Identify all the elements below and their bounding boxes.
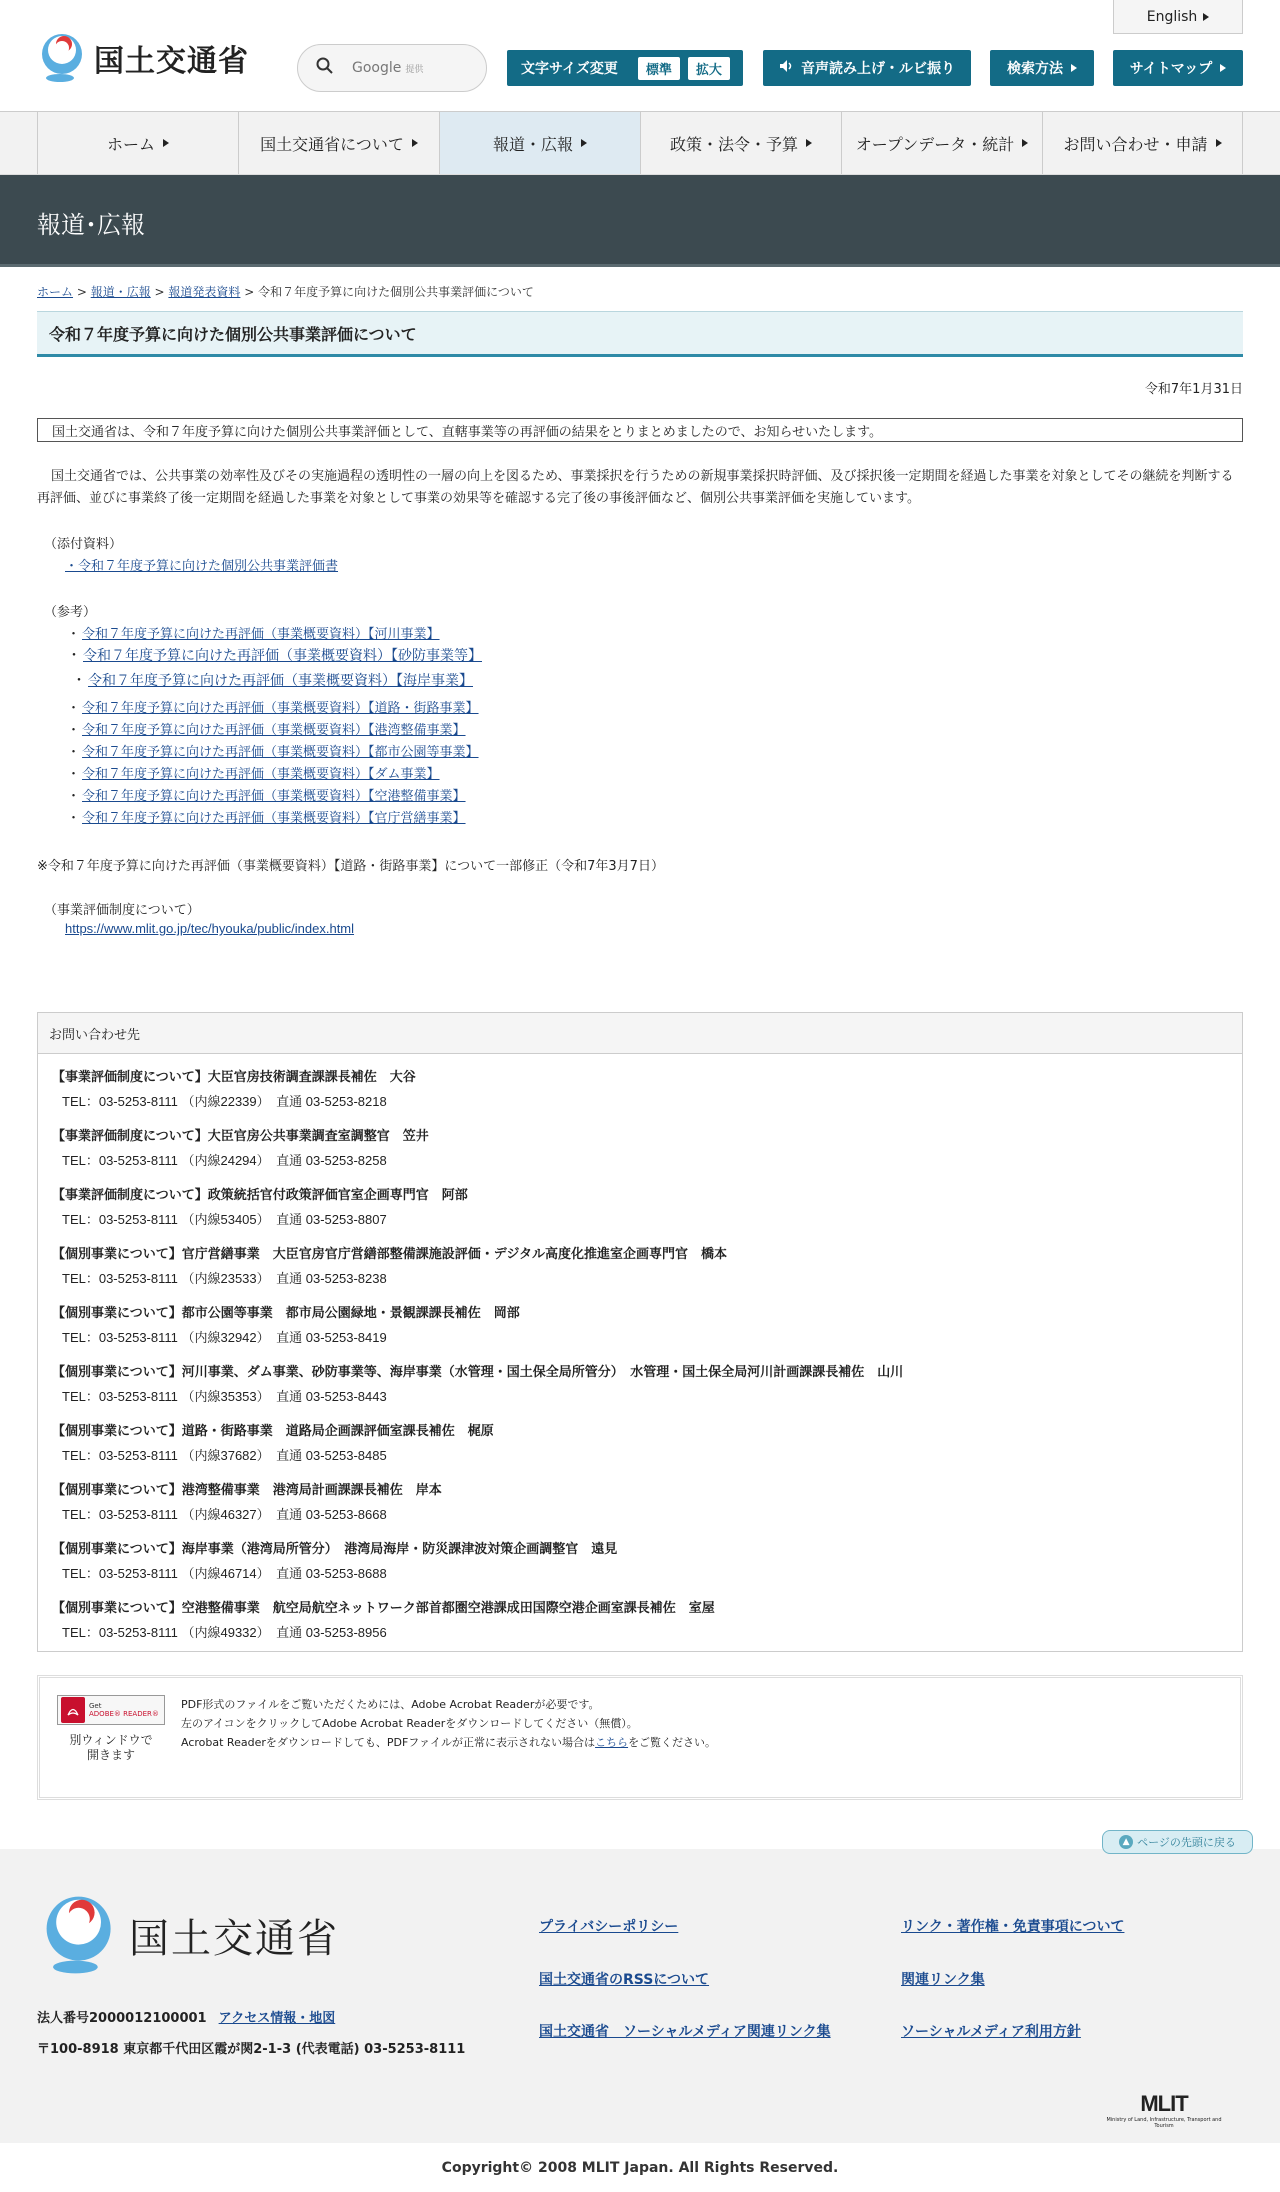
breadcrumb-separator: > — [150, 285, 169, 299]
contact-tel: TEL：03-5253-8111 （内線37682） 直通 03-5253-8485 — [62, 1448, 387, 1463]
bullet: ・ — [67, 789, 81, 804]
contact-entry — [52, 1243, 727, 1287]
mlit-emblem-icon — [37, 1893, 117, 1977]
contact-entry — [52, 1302, 520, 1346]
reference-item — [67, 785, 466, 804]
search-help-label: 検索方法 — [1007, 61, 1063, 77]
body-paragraph: 国土交通省では、公共事業の効率性及びその実施過程の透明性の一層の向上を図るため、事業採択を行うための新規事業採択時評価、及び採択後一定期間を経過した事業を対象としてその継続を判断する再評価、並びに事業終了後一定期間を経過した事業を対象として事業の効果等を確認する完了後の事後評価など、個別公共事業評価を実施しています。 — [37, 469, 1234, 506]
contact-title: 【個別事業について】河川事業、ダム事業、砂防事業等、海岸事業（水管理・国土保全局所管分） 水管理・国土保全局河川計画課課長補佐 山川 — [52, 1365, 904, 1380]
reference-item — [67, 623, 440, 642]
page-top-label: ページの先頭に戻る — [1137, 1836, 1236, 1849]
search-input[interactable] — [297, 44, 487, 92]
footer-logo[interactable] — [37, 1893, 339, 1977]
contact-tel: TEL：03-5253-8111 （内線24294） 直通 03-5253-8258 — [62, 1153, 387, 1168]
breadcrumb-separator: > — [73, 285, 91, 299]
triangle-right-icon — [1071, 64, 1077, 72]
evaluation-label: （事業評価制度について） — [44, 903, 200, 918]
nav-item-about[interactable] — [238, 112, 439, 174]
contact-tel: TEL：03-5253-8111 （内線22339） 直通 03-5253-8218 — [62, 1094, 387, 1109]
breadcrumb-releases[interactable]: 報道発表資料 — [168, 285, 241, 299]
bullet: ・ — [67, 745, 81, 760]
reference-link-port[interactable]: 令和７年度予算に向けた再評価（事業概要資料）【港湾整備事業】 — [82, 723, 466, 738]
breadcrumb-press[interactable]: 報道・広報 — [90, 285, 151, 299]
triangle-right-icon — [581, 139, 587, 147]
nav-item-label: 報道・広報 — [492, 134, 573, 154]
summary-box: 国土交通省は、令和７年度予算に向けた個別公共事業評価として、直轄事業等の再評価の結果をとりまとめましたので、お知らせいたします。 — [37, 418, 1243, 442]
bullet: ・ — [67, 627, 81, 642]
contact-entry — [52, 1361, 903, 1405]
pdf-notice-line-post: をご覧ください。 — [628, 1736, 717, 1749]
pdf-notice-line-pre: Acrobat Readerをダウンロードしても、PDFファイルが正常に表示されない場合は — [181, 1736, 596, 1749]
privacy-policy-link[interactable]: プライバシーポリシー — [539, 1919, 679, 1935]
bullet: ・ — [67, 648, 81, 664]
bullet: ・ — [67, 767, 81, 782]
site-footer — [0, 1849, 1280, 2143]
nav-item-contact[interactable] — [1042, 112, 1243, 174]
nav-item-opendata[interactable] — [841, 112, 1042, 174]
contact-entry — [52, 1597, 715, 1641]
contact-tel: TEL：03-5253-8111 （内線53405） 直通 03-5253-8807 — [62, 1212, 387, 1227]
corporate-number-text: 法人番号2000012100001 — [37, 2011, 207, 2026]
logo-text: 国土交通省 — [94, 44, 249, 79]
reference-item — [67, 741, 479, 760]
pdf-notice — [37, 1675, 1243, 1800]
english-label: English — [1146, 8, 1198, 25]
reference-link-road[interactable]: 令和７年度予算に向けた再評価（事業概要資料）【道路・街路事業】 — [82, 701, 479, 716]
search-brand-suffix: 提供 — [405, 64, 424, 75]
reference-link-dam[interactable]: 令和７年度予算に向けた再評価（事業概要資料）【ダム事業】 — [82, 767, 440, 782]
triangle-right-icon — [806, 139, 812, 147]
font-size-large-button[interactable]: 拡大 — [688, 57, 730, 80]
sitemap-label: サイトマップ — [1129, 61, 1213, 77]
new-window-note: 別ウィンドウで 開きます — [69, 1733, 153, 1762]
triangle-right-icon — [163, 139, 169, 147]
rss-link[interactable]: 国土交通省のRSSについて — [539, 1972, 710, 1988]
copyright: Copyright© 2008 MLIT Japan. All Rights Reserved. — [0, 2144, 1280, 2192]
contact-title: 【個別事業について】道路・街路事業 道路局企画課評価室課長補佐 梶原 — [52, 1424, 494, 1439]
page-top-button[interactable] — [1102, 1830, 1253, 1854]
contact-entry — [52, 1538, 617, 1582]
footer-logo-text: 国土交通省 — [129, 1915, 339, 1962]
contact-title: 【事業評価制度について】大臣官房技術調査課課長補佐 大谷 — [52, 1070, 416, 1085]
english-button[interactable] — [1113, 0, 1243, 34]
site-header — [0, 0, 1280, 112]
speech-label: 音声読み上げ・ルビ振り — [801, 61, 955, 77]
get-adobe-reader-button[interactable] — [57, 1695, 165, 1725]
contact-entry — [52, 1420, 494, 1464]
contact-title: 【個別事業について】港湾整備事業 港湾局計画課課長補佐 岸本 — [52, 1483, 442, 1498]
bullet: ・ — [72, 673, 86, 689]
bullet: ・ — [67, 811, 81, 826]
pdf-notice-text — [181, 1695, 716, 1752]
reference-item — [67, 763, 440, 782]
link-copyright-link[interactable]: リンク・著作権・免責事項について — [901, 1919, 1125, 1935]
mlit-wordmark — [1100, 2091, 1228, 2129]
contact-title: 【個別事業について】空港整備事業 航空局航空ネットワーク部首都圏空港課成田国際空港企画室課長補佐 室屋 — [52, 1601, 715, 1616]
publish-date: 令和7年1月31日 — [1144, 382, 1243, 397]
contact-title: 【個別事業について】海岸事業（港湾局所管分） 港湾局海岸・防災課津波対策企画調整官 遠見 — [52, 1542, 618, 1557]
reference-link-sabo[interactable]: 令和７年度予算に向けた再評価（事業概要資料）【砂防事業等】 — [83, 648, 482, 664]
pdf-notice-line: PDF形式のファイルをご覧いただくためには、Adobe Acrobat Readerが必要です。 — [181, 1698, 600, 1711]
nav-item-label: オープンデータ・統計 — [855, 134, 1015, 154]
nav-item-label: お問い合わせ・申請 — [1063, 134, 1208, 154]
attachment-link-evaluation[interactable]: ・令和７年度予算に向けた個別公共事業評価書 — [65, 559, 339, 574]
adobe-badge-line2: ADOBE® READER® — [89, 1710, 159, 1718]
reference-link-airport[interactable]: 令和７年度予算に向けた再評価（事業概要資料）【空港整備事業】 — [82, 789, 466, 804]
font-size-control — [507, 50, 743, 86]
contact-tel: TEL：03-5253-8111 （内線46327） 直通 03-5253-8668 — [62, 1507, 387, 1522]
nav-item-policy[interactable] — [640, 112, 841, 174]
bullet: ・ — [67, 701, 81, 716]
reference-link-building[interactable]: 令和７年度予算に向けた再評価（事業概要資料）【官庁営繕事業】 — [82, 811, 466, 826]
contact-title: 【個別事業について】官庁営繕事業 大臣官房官庁営繕部整備課施設評価・デジタル高度化推進室企画専門官 橋本 — [52, 1247, 727, 1262]
reference-item — [67, 645, 482, 665]
speaker-icon — [779, 59, 793, 77]
pdf-help-link[interactable]: こちら — [595, 1736, 629, 1749]
font-size-label: 文字サイズ変更 — [521, 61, 618, 77]
reference-link-park[interactable]: 令和７年度予算に向けた再評価（事業概要資料）【都市公園等事業】 — [82, 745, 479, 760]
address: 〒100-8918 東京都千代田区霞が関2-1-3 (代表電話) 03-5253-8111 — [37, 2042, 466, 2057]
triangle-right-icon — [412, 139, 418, 147]
access-map-link[interactable]: アクセス情報・地図 — [218, 2011, 336, 2026]
section-title: 報道･広報 — [37, 211, 145, 239]
breadcrumb-separator: > — [240, 285, 259, 299]
triangle-right-icon — [1022, 139, 1028, 147]
nav-item-home[interactable] — [37, 112, 238, 174]
pdf-notice-line: 左のアイコンをクリックしてAdobe Acrobat Readerをダウンロードしてください（無償）。 — [181, 1717, 638, 1730]
adobe-badge-line1: Get — [89, 1702, 102, 1710]
triangle-right-icon — [1216, 139, 1222, 147]
mlit-emblem-icon — [36, 32, 86, 84]
speech-ruby-button[interactable] — [763, 50, 971, 86]
contact-tel: TEL：03-5253-8111 （内線23533） 直通 03-5253-8238 — [62, 1271, 387, 1286]
triangle-right-icon — [1203, 13, 1209, 21]
section-banner — [0, 175, 1280, 267]
sitemap-button[interactable] — [1113, 50, 1243, 86]
breadcrumb — [37, 283, 534, 300]
mlit-wordmark-subtext: Ministry of Land, Infrastructure, Transport and Tourism — [1106, 2117, 1222, 2129]
search-icon[interactable] — [316, 57, 334, 79]
contact-entry — [52, 1184, 468, 1228]
page-title: 令和７年度予算に向けた個別公共事業評価について — [37, 311, 1243, 357]
corporate-number — [37, 2007, 335, 2026]
social-media-links-link[interactable]: 国土交通省 ソーシャルメディア関連リンク集 — [539, 2024, 831, 2040]
contact-title: 【事業評価制度について】大臣官房公共事業調査室調整官 笠井 — [52, 1129, 429, 1144]
nav-item-label: 国土交通省について — [260, 134, 404, 154]
contact-heading: お問い合わせ先 — [38, 1013, 1242, 1054]
mlit-logo[interactable] — [36, 32, 249, 84]
arrow-up-icon: ▲ — [1119, 1835, 1133, 1849]
correction-note: ※令和７年度予算に向けた再評価（事業概要資料）【道路・街路事業】について一部修正（令和7年3月7日） — [37, 859, 664, 874]
contact-entry — [52, 1479, 442, 1523]
attachments-label: （添付資料） — [44, 537, 123, 552]
contact-tel: TEL：03-5253-8111 （内線49332） 直通 03-5253-8956 — [62, 1625, 387, 1640]
breadcrumb-home[interactable]: ホーム — [37, 285, 74, 299]
mlit-wordmark-text: MLIT — [1140, 2091, 1188, 2116]
search-brand: Google — [352, 60, 402, 76]
reference-link-coast[interactable]: 令和７年度予算に向けた再評価（事業概要資料）【海岸事業】 — [88, 673, 473, 689]
related-links-link[interactable]: 関連リンク集 — [901, 1972, 985, 1988]
font-size-standard-button[interactable]: 標準 — [638, 57, 680, 80]
nav-item-label: 政策・法令・予算 — [669, 134, 798, 154]
references-label: （参考） — [44, 605, 97, 620]
adobe-badge-text — [89, 1702, 159, 1718]
nav-item-label: ホーム — [106, 134, 155, 154]
contact-box — [37, 1012, 1243, 1652]
reference-item — [72, 670, 473, 690]
contact-tel: TEL：03-5253-8111 （内線35353） 直通 03-5253-8443 — [62, 1389, 387, 1404]
contact-tel: TEL：03-5253-8111 （内線32942） 直通 03-5253-8419 — [62, 1330, 387, 1345]
pdf-icon — [61, 1697, 85, 1723]
pdf-notice-line — [181, 1733, 716, 1752]
bullet: ・ — [67, 723, 81, 738]
contact-entry — [52, 1066, 416, 1110]
search-help-button[interactable] — [990, 50, 1094, 86]
global-nav — [0, 112, 1280, 175]
reference-item — [67, 807, 466, 826]
social-media-policy-link[interactable]: ソーシャルメディア利用方針 — [901, 2024, 1081, 2040]
reference-item — [67, 719, 466, 738]
evaluation-url-link[interactable]: https://www.mlit.go.jp/tec/hyouka/public/index.html — [65, 921, 355, 936]
contact-title: 【個別事業について】都市公園等事業 都市局公園緑地・景観課課長補佐 岡部 — [52, 1306, 520, 1321]
nav-item-press[interactable] — [439, 112, 640, 174]
reference-link-river[interactable]: 令和７年度予算に向けた再評価（事業概要資料）【河川事業】 — [82, 627, 440, 642]
contact-entry — [52, 1125, 429, 1169]
triangle-right-icon — [1220, 64, 1226, 72]
contact-title: 【事業評価制度について】政策統括官付政策評価官室企画専門官 阿部 — [52, 1188, 468, 1203]
contact-tel: TEL：03-5253-8111 （内線46714） 直通 03-5253-8688 — [62, 1566, 387, 1581]
breadcrumb-current: 令和７年度予算に向けた個別公共事業評価について — [258, 285, 534, 299]
reference-item — [67, 697, 479, 716]
